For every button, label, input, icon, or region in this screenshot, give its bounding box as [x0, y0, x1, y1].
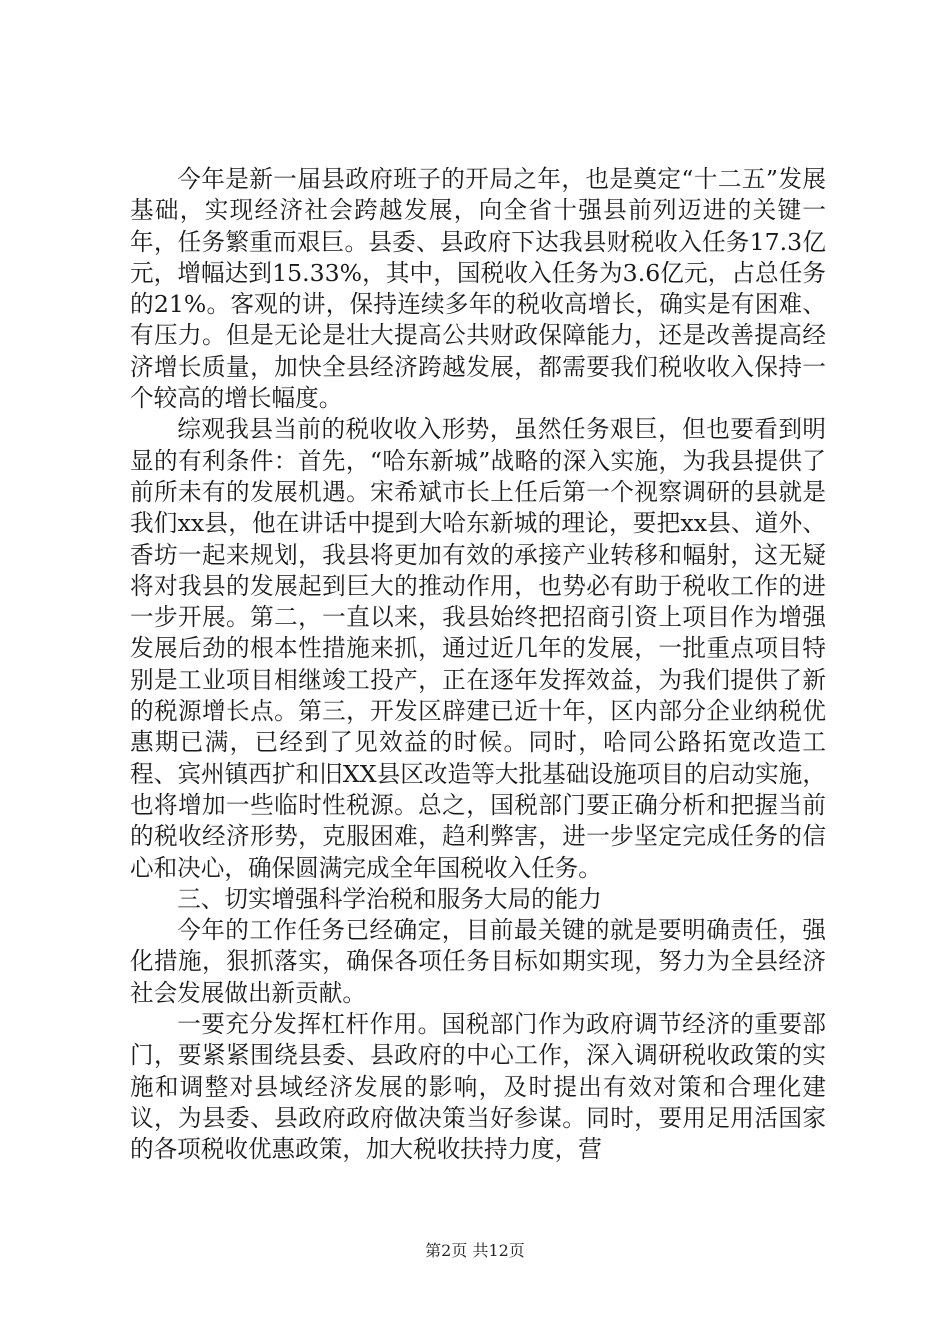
section-heading: 三、切实增强科学治税和服务大局的能力: [177, 884, 602, 913]
page-footer: 第2页 共12页: [425, 1241, 525, 1260]
paragraph-1: 今年是新一届县政府班子的开局之年，也是奠定“十二五”发展基础，实现经济社会跨越发展，向全省十强县前列迈进的关键一年，任务繁重而艰巨。县委、县政府下达我县财税收入任务17.3亿元，增幅达到15.33%，其中，国税收入任务为3.6亿元，占总任务的21%。客观的讲，保持连续多年的税收高增长，确实是有困难、有压力。但是无论是壮大提高公共财政保障能力，还是改善提高经济增长质量，加快全县经济跨越发展，都需要我们税收收入保持一个较高的增长幅度。: [130, 165, 826, 413]
document-body: [130, 164, 826, 1166]
paragraph-2: 综观我县当前的税收收入形势，虽然任务艰巨，但也要看到明显的有利条件：首先，“哈东新城”战略的深入实施，为我县提供了前所未有的发展机遇。宋希斌市长上任后第一个视察调研的县就是我们xx县，他在讲话中提到大哈东新城的理论，要把xx县、道外、香坊一起来规划，我县将更加有效的承接产业转移和幅射，这无疑将对我县的发展起到巨大的推动作用，也势必有助于税收工作的进一步开展。第二，一直以来，我县始终把招商引资上项目作为增强发展后劲的根本性措施来抓，通过近几年的发展，一批重点项目特别是工业项目相继竣工投产，正在逐年发挥效益，为我们提供了新的税源增长点。第三，开发区辟建已近十年，区内部分企业纳税优惠期已满，已经到了见效益的时候。同时，哈同公路拓宽改造工程、宾州镇西扩和旧XX县区改造等大批基础设施项目的启动实施，也将增加一些临时性税源。总之，国税部门要正确分析和把握当前的税收经济形势，克服困难，趋利弊害，进一步坚定完成任务的信心和决心，确保圆满完成全年国税收入任务。: [130, 415, 826, 882]
paragraph-4: 一要充分发挥杠杆作用。国税部门作为政府调节经济的重要部门，要紧紧围绕县委、县政府的中心工作，深入调研税收政策的实施和调整对县域经济发展的影响，及时提出有效对策和合理化建议，为县委、县政府政府做决策当好参谋。同时，要用足用活国家的各项税收优惠政策，加大税收扶持力度，营: [130, 1010, 826, 1164]
paragraph-3: 今年的工作任务已经确定，目前最关键的就是要明确责任，强化措施，狠抓落实，确保各项任务目标如期实现，努力为全县经济社会发展做出新贡献。: [130, 916, 826, 1007]
